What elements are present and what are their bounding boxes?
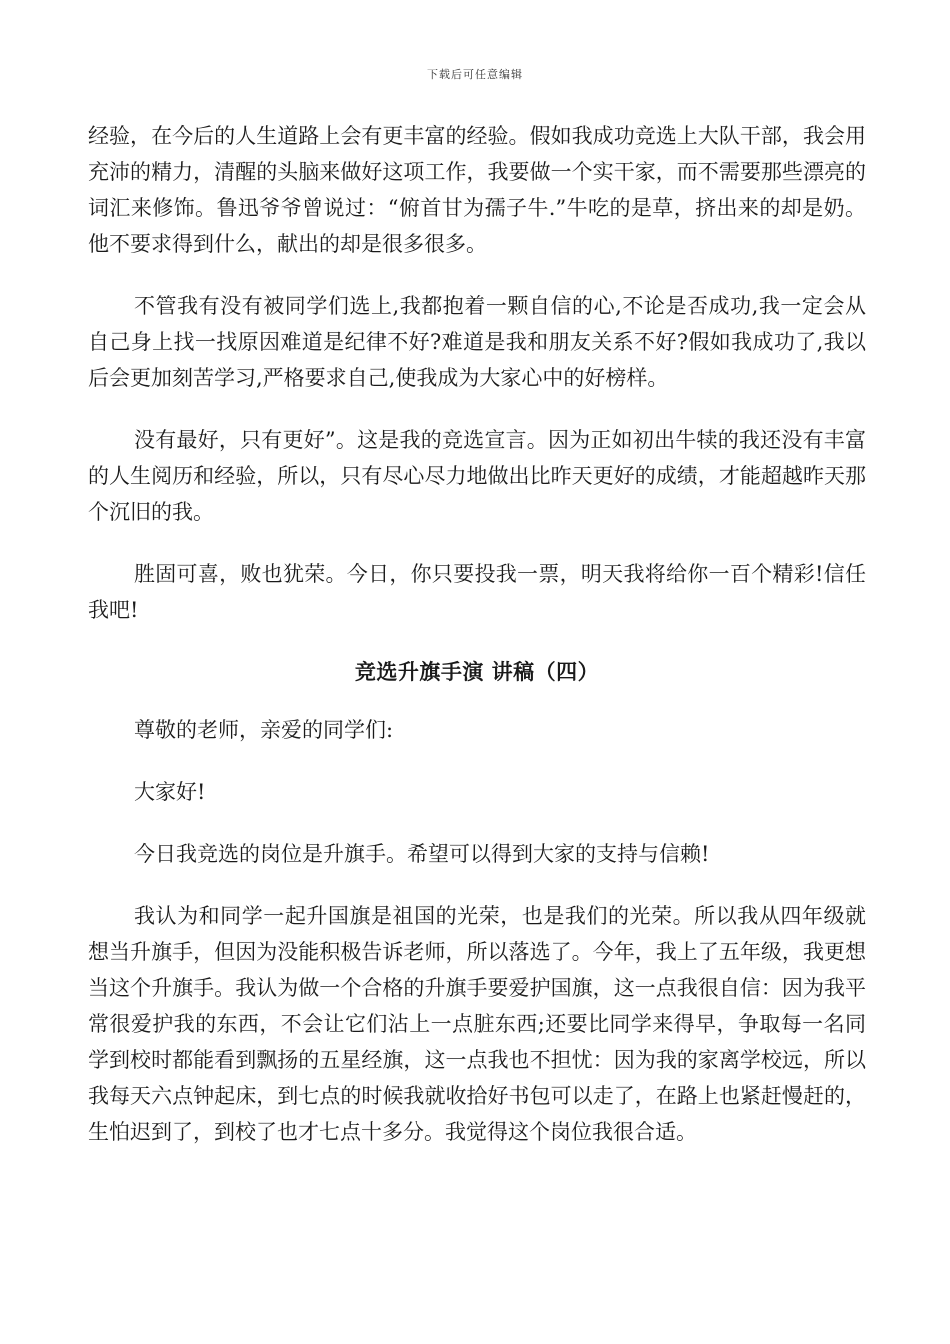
greeting: 大家好! xyxy=(134,780,206,804)
section-title: 竞选升旗手演 讲稿（四） xyxy=(354,659,600,684)
document-body xyxy=(88,118,866,1176)
page-header-note: 下载后可任意编辑 xyxy=(427,68,523,81)
paragraph: 胜固可喜，败也犹荣。今日，你只要投我一票，明天我将给你一百个精彩!信任我吧! xyxy=(88,562,866,622)
paragraph: 没有最好，只有更好”。这是我的竞选宣言。因为正如初出牛犊的我还没有丰富的人生阅历和经验，所以，只有尽心尽力地做出比昨天更好的成绩，才能超越昨天那个沉旧的我。 xyxy=(88,428,866,524)
paragraph: 今日我竞选的岗位是升旗手。希望可以得到大家的支持与信赖! xyxy=(134,842,710,866)
salutation: 尊敬的老师，亲爱的同学们: xyxy=(134,718,394,742)
paragraph: 不管我有没有被同学们选上,我都抱着一颗自信的心,不论是否成功,我一定会从自己身上找一找原因难道是纪律不好?难道是我和朋友关系不好?假如我成功了,我以后会更加刻苦学习,严格要求自己,使我成为大家心中的好榜样。 xyxy=(88,294,866,390)
paragraph-continued: 经验，在今后的人生道路上会有更丰富的经验。假如我成功竞选上大队干部，我会用充沛的精力，清醒的头脑来做好这项工作，我要做一个实干家，而不需要那些漂亮的词汇来修饰。鲁迅爷爷曾说过：“俯首甘为孺子牛.”牛吃的是草，挤出来的却是奶。他不要求得到什么，献出的却是很多很多。 xyxy=(88,124,866,256)
paragraph: 我认为和同学一起升国旗是祖国的光荣，也是我们的光荣。所以我从四年级就想当升旗手，但因为没能积极告诉老师，所以落选了。今年，我上了五年级，我更想当这个升旗手。我认为做一个合格的升旗手要爱护国旗，这一点我很自信：因为我平常很爱护我的东西，不会让它们沾上一点脏东西;还要比同学来得早，争取每一名同学到校时都能看到飘扬的五星经旗，这一点我也不担忧：因为我的家离学校远，所以我每天六点钟起床，到七点的时候我就收拾好书包可以走了，在路上也紧赶慢赶的，生怕迟到了，到校了也才七点十多分。我觉得这个岗位我很合适。 xyxy=(88,904,866,1144)
